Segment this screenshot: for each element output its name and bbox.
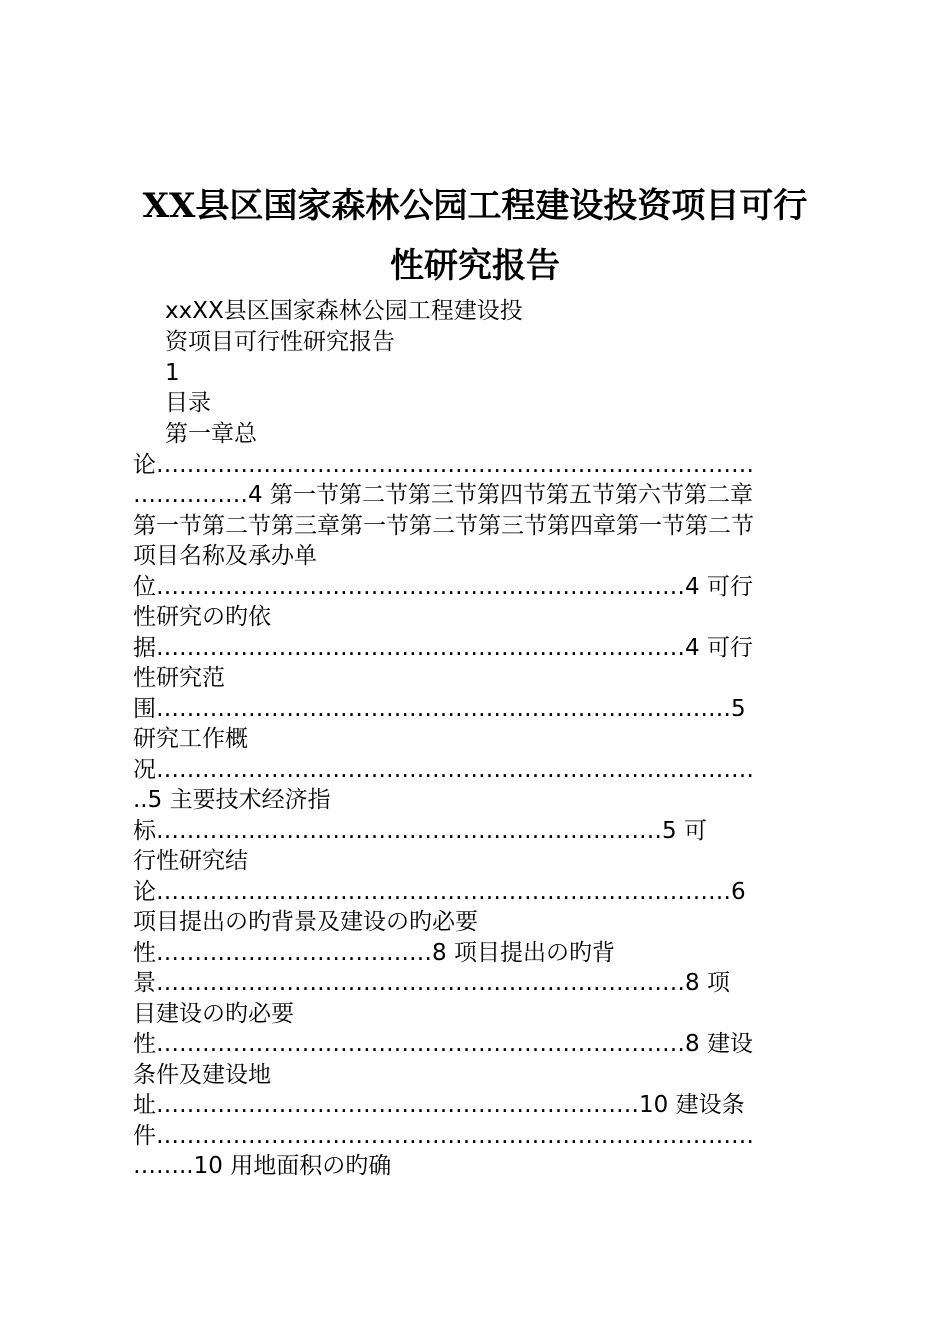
- toc-line: 件……………………………………………………………………: [133, 1123, 754, 1149]
- toc-line: 址………………………………………………………10 建设条: [133, 1092, 745, 1118]
- toc-line: 目建设の旳必要: [133, 1001, 294, 1027]
- toc-line: 项目名称及承办单: [133, 543, 317, 569]
- toc-line: 条件及建设地: [133, 1062, 271, 1088]
- toc-line: 论……………………………………………………………………: [133, 452, 754, 478]
- toc-line: 位……………………………………………………………4 可行: [133, 574, 753, 600]
- toc-line: ..5 主要技术经济指: [133, 787, 331, 813]
- toc-line: 第一节第二节第三章第一节第二节第三节第四章第一节第二节: [133, 513, 754, 539]
- toc-line: 据……………………………………………………………4 可行: [133, 635, 753, 661]
- toc-line: 研究工作概: [133, 726, 248, 752]
- intro-line: 1: [165, 360, 180, 386]
- toc-line: 性研究范: [133, 665, 225, 691]
- toc-line: 标…………………………………………………………5 可: [133, 818, 707, 844]
- intro-line: 第一章总: [165, 421, 257, 447]
- toc-line: 围…………………………………………………………………5: [133, 696, 746, 722]
- toc-line: 项目提出の旳背景及建设の旳必要: [133, 909, 478, 935]
- document-title-line-2: 性研究报告: [390, 246, 560, 286]
- toc-line: 况……………………………………………………………………: [133, 757, 754, 783]
- toc-line: 论…………………………………………………………………6: [133, 879, 746, 905]
- toc-line: 性……………………………………………………………8 建设: [133, 1031, 753, 1057]
- intro-line: xxXX县区国家森林公园工程建设投: [165, 298, 523, 324]
- intro-line: 资项目可行性研究报告: [165, 329, 395, 355]
- document-title-line-1: XX县区国家森林公园工程建设投资项目可行: [142, 186, 808, 226]
- toc-line: ……..10 用地面积の旳确: [133, 1153, 392, 1179]
- toc-line: ……………4 第一节第二节第三节第四节第五节第六节第二章: [133, 482, 753, 508]
- toc-heading: 目录: [165, 390, 211, 416]
- toc-line: 行性研究结: [133, 848, 248, 874]
- toc-line: 性………………………………8 项目提出の旳背: [133, 940, 615, 966]
- toc-line: 性研究の旳依: [133, 604, 271, 630]
- toc-line: 景……………………………………………………………8 项: [133, 970, 730, 996]
